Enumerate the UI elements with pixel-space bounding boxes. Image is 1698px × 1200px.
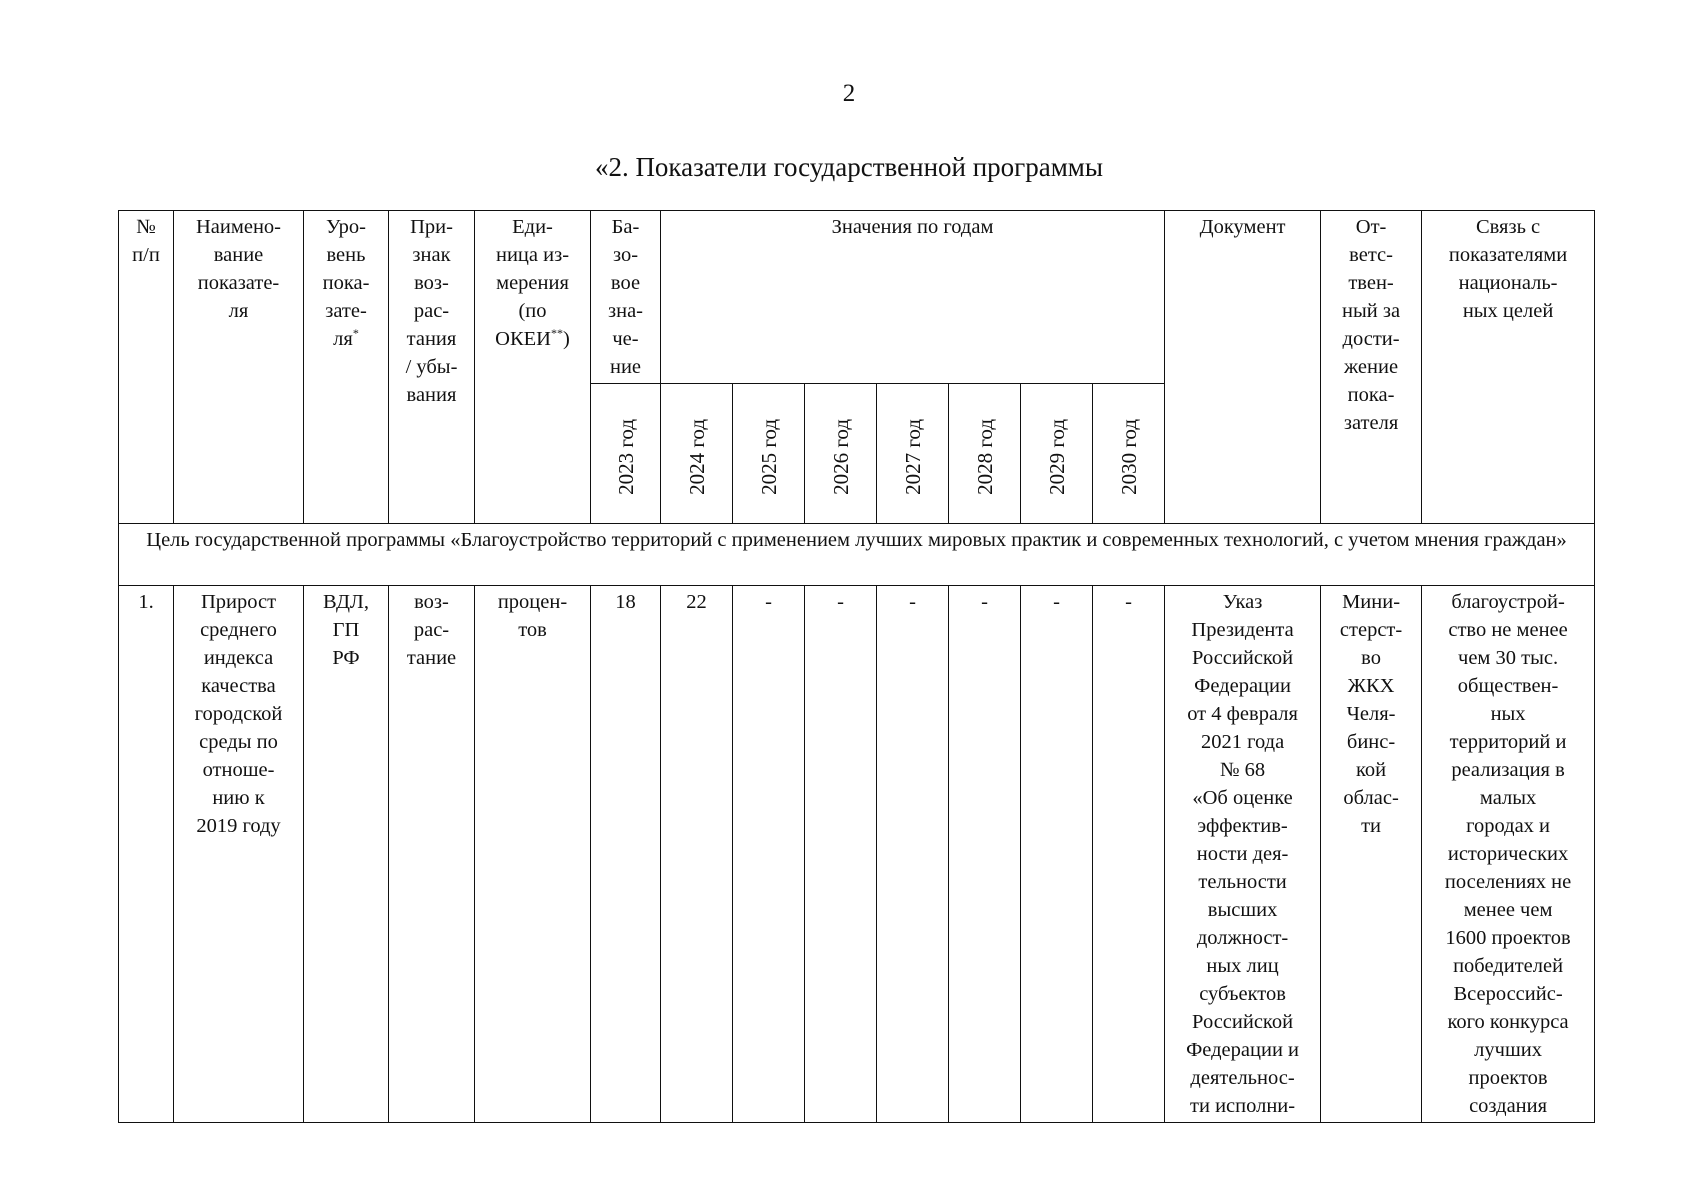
year-value: - — [1021, 586, 1093, 1123]
year-label: 2028 год — [972, 419, 997, 495]
header-year — [1093, 384, 1165, 524]
header-responsible: От- ветс- твен- ный за дости- жение пока- зателя — [1321, 211, 1422, 524]
indicator-name: Прирост среднего индекса качества городской среды по отноше- нию к 2019 году — [174, 586, 304, 1123]
year-label: 2023 год — [613, 419, 638, 495]
year-value: - — [949, 586, 1021, 1123]
header-year — [877, 384, 949, 524]
indicator-unit: процен- тов — [475, 586, 591, 1123]
header-unit-close: ) — [562, 328, 570, 350]
year-label: 2027 год — [900, 419, 925, 495]
header-year — [591, 384, 661, 524]
indicator-trend: воз- рас- тание — [389, 586, 475, 1123]
header-base-value: Ба- зо- вое зна- че- ние — [591, 211, 661, 384]
header-number: № п/п — [119, 211, 174, 524]
year-label: 2024 год — [684, 419, 709, 495]
indicators-table — [118, 210, 1595, 1123]
year-label: 2029 год — [1044, 419, 1069, 495]
header-year — [733, 384, 805, 524]
header-indicator-name: Наимено- вание показате- ля — [174, 211, 304, 524]
table-row — [119, 586, 1595, 1123]
footnote-mark-level: * — [352, 326, 359, 341]
header-national-goals-link: Связь с показателями националь- ных целей — [1422, 211, 1595, 524]
indicator-responsible: Мини- стерст- во ЖКХ Челя- бинс- кой облас- ти — [1321, 586, 1422, 1123]
national-goals-link: благоустрой- ство не менее чем 30 тыс. обществен- ных территорий и реализация в малых городах и исторических поселениях не менее чем 1600 проектов победителей Всероссийс- кого конкурса лучших проектов создания — [1422, 586, 1595, 1123]
year-value: - — [1093, 586, 1165, 1123]
header-year — [949, 384, 1021, 524]
base-value: 18 — [591, 586, 661, 1123]
header-level-text: Уро- вень пока- зате- ля — [322, 216, 370, 350]
header-unit — [475, 211, 591, 524]
program-goal-row — [119, 524, 1595, 586]
header-document: Документ — [1165, 211, 1321, 524]
indicator-level: ВДЛ, ГП РФ — [304, 586, 389, 1123]
row-number: 1. — [119, 586, 174, 1123]
header-row-1 — [119, 211, 1595, 384]
year-value: - — [877, 586, 949, 1123]
header-year — [1021, 384, 1093, 524]
year-label: 2026 год — [828, 419, 853, 495]
header-indicator-level — [304, 211, 389, 524]
year-value: - — [805, 586, 877, 1123]
header-values-by-year: Значения по годам — [661, 211, 1165, 384]
header-year — [661, 384, 733, 524]
year-value: 22 — [661, 586, 733, 1123]
header-year — [805, 384, 877, 524]
page-number: 2 — [842, 80, 856, 107]
program-goal: Цель государственной программы «Благоустройство территорий с применением лучших мировых практик и современных технологий, с учетом мнения граждан» — [119, 524, 1595, 586]
indicator-document: Указ Президента Российской Федерации от 4 февраля 2021 года № 68 «Об оценке эффектив- ности дея- тельности высших должност- ных лиц субъектов Российской Федерации и деятельнос- ти исполни- — [1165, 586, 1321, 1123]
year-label: 2030 год — [1116, 419, 1141, 495]
year-value: - — [733, 586, 805, 1123]
header-trend: При- знак воз- рас- тания / убы- вания — [389, 211, 475, 524]
document-title: «2. Показатели государственной программы — [594, 152, 1104, 182]
header-unit-text: Еди- ница из- мерения (по ОКЕИ — [495, 216, 570, 350]
year-label: 2025 год — [756, 419, 781, 495]
footnote-mark-unit: ** — [550, 326, 563, 341]
